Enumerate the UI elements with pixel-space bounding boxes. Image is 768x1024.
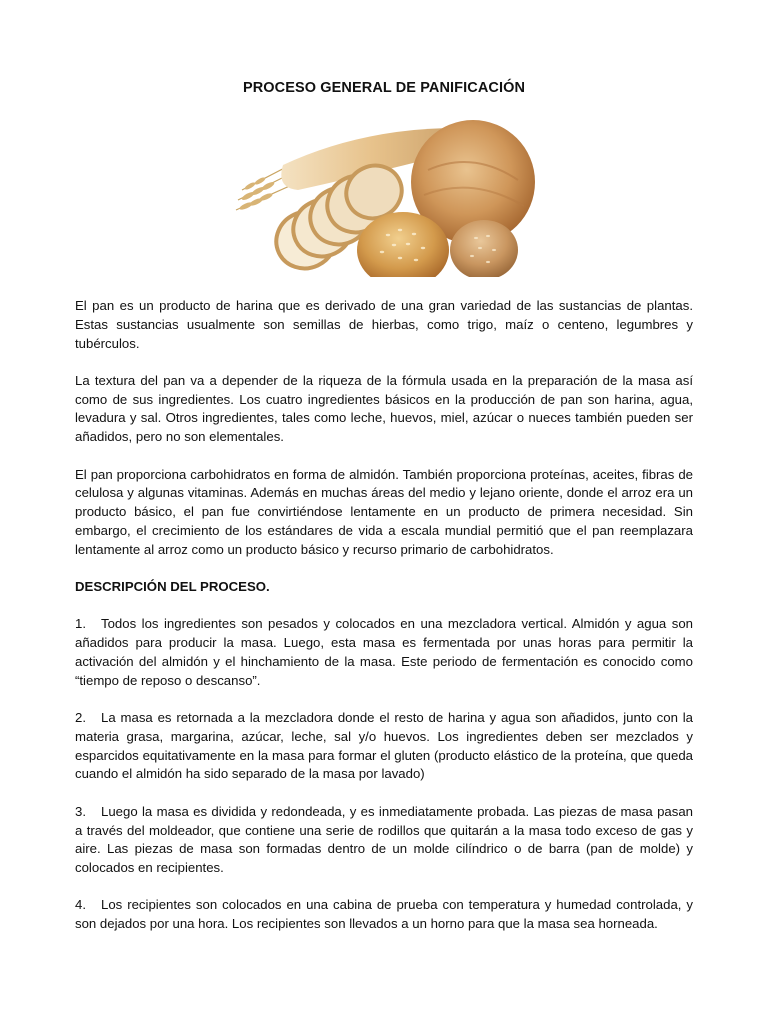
step-text: Luego la masa es dividida y redondeada, y es inmediatamente probada. Las piezas de masa pasan a través del moldeador, que contiene una serie de rodillos que quitarán a la masa todo exceso de gas y aire. Las piezas de masa son formadas dentro de un molde cilíndrico o de barra (pan de molde) y colocados en recipientes. — [75, 803, 693, 876]
process-step — [75, 615, 693, 690]
bread-image — [228, 110, 540, 277]
step-number: 2. — [75, 710, 86, 726]
process-step — [75, 709, 693, 784]
process-step — [75, 896, 693, 934]
document-title: PROCESO GENERAL DE PANIFICACIÓN — [242, 80, 526, 96]
step-text: Todos los ingredientes son pesados y colocados en una mezcladora vertical. Almidón y agua son añadidos para producir la masa. Luego, esta masa es fermentada por unas horas para permitir la activación del almidón y el hinchamiento de la masa. Este periodo de fermentación es conocido como “tiempo de reposo o descanso”. — [75, 616, 693, 688]
section-heading: DESCRIPCIÓN DEL PROCESO. — [75, 579, 270, 595]
document-body — [75, 297, 693, 953]
step-text: Los recipientes son colocados en una cabina de prueba con temperatura y humedad controlada, y son dejados por una hora. Los recipientes son llevados a un horno para que la masa sea horneada. — [75, 897, 693, 932]
paragraph: El pan proporciona carbohidratos en forma de almidón. También proporciona proteínas, aceites, fibras de celulosa y algunas vitaminas. Además en muchas áreas del medio y lejano oriente, donde el arroz era un producto básico, el pan fue convirtiéndose lentamente en un producto de primera necesidad. Sin embargo, el crecimiento de los estándares de vida a escala mundial permitió que el pan reemplazara lentamente al arroz como un producto básico y recurso primario de carbohidratos. — [75, 466, 693, 557]
step-number: 3. — [75, 803, 86, 819]
process-step — [75, 803, 693, 878]
paragraph: El pan es un producto de harina que es derivado de una gran variedad de las sustancias de plantas. Estas sustancias usualmente son semillas de hierbas, como trigo, maíz o centeno, legumbres y tubérculos. — [75, 298, 693, 351]
step-number: 1. — [75, 616, 86, 632]
paragraph: La textura del pan va a depender de la riqueza de la fórmula usada en la preparación de la masa así como de sus ingredientes. Los cuatro ingredientes básicos en la producción de pan son harina, agua, levadura y sal. Otros ingredientes, tales como leche, huevos, miel, azúcar o nueces también pueden ser añadidos, pero no son elementales. — [75, 372, 693, 445]
step-text: La masa es retornada a la mezcladora donde el resto de harina y agua son añadidos, junto con la materia grasa, margarina, azúcar, leche, sal y/o huevos. Los ingredientes deben ser mezclados y esparcidos equitativamente en la masa para formar el gluten (producto elástico de la proteína, que queda cuando el almidón ha sido separado de la masa por lavado) — [75, 710, 693, 782]
step-number: 4. — [75, 897, 86, 913]
